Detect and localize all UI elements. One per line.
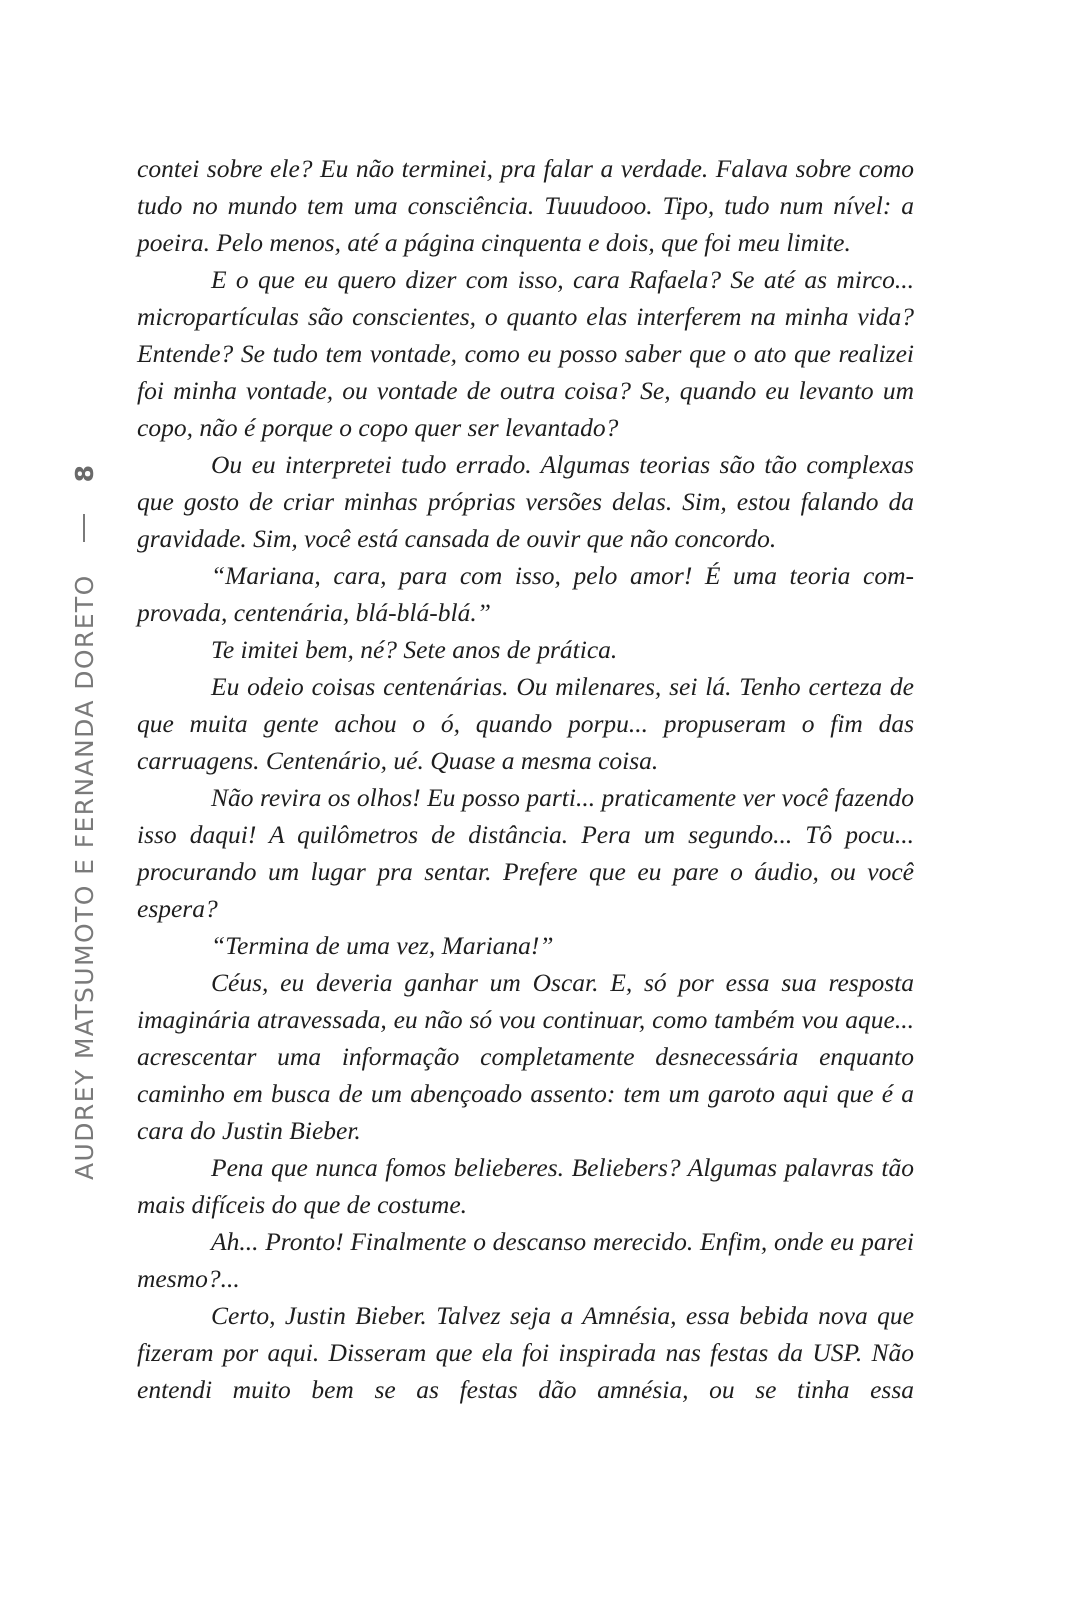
paragraph: Ou eu interpretei tudo errado. Algumas teorias são tão complexas que gosto de criar minhas próprias versões delas. Sim, estou falando da gravidade. Sim, você está cansada de ouvir que não concordo.: [137, 450, 914, 553]
paragraph: Pena que nunca fomos belieberes. Beliebers? Algumas palavras tão mais difíceis do que de costume.: [137, 1153, 914, 1219]
running-header: [66, 420, 102, 1180]
page-number: 8: [69, 463, 99, 483]
body-text: [137, 150, 914, 1408]
paragraph: Certo, Justin Bieber. Talvez seja a Amnésia, essa bebida nova que fizeram por aqui. Disseram que ela foi inspirada nas festas da USP. Não entendi muito bem se as festas dão amnésia, ou se tinha essa: [137, 1301, 914, 1404]
paragraph: Não revira os olhos! Eu posso parti... praticamente ver você fazendo isso daqui! A quilômetros de distância. Pera um segundo... Tô pocu... procurando um lugar pra sentar. Prefere que eu pare o áudio, ou você espera?: [137, 783, 914, 923]
paragraph: “Termina de uma vez, Mariana!”: [211, 931, 554, 960]
running-header-divider: [83, 514, 85, 542]
paragraph: Céus, eu deveria ganhar um Oscar. E, só por essa sua resposta imaginária atravessada, eu não só vou continuar, como também vou aque... acrescentar uma informação completamente desnecessária enquanto caminho em busca de um abençoado assento: tem um garoto aqui que é a cara do Justin Bieber.: [137, 968, 914, 1145]
paragraph: E o que eu quero dizer com isso, cara Rafaela? Se até as mirco... micropartículas são conscientes, o quanto elas interferem na minha vida? Entende? Se tudo tem vontade, como eu posso saber que o ato que realizei foi minha vontade, ou vontade de outra coisa? Se, quando eu levanto um copo, não é porque o copo quer ser levantado?: [137, 265, 914, 442]
running-header-authors: AUDREY MATSUMOTO E FERNANDA DORETO: [69, 574, 99, 1180]
paragraph: Ah... Pronto! Finalmente o descanso merecido. Enfim, onde eu parei mesmo?...: [137, 1227, 914, 1293]
paragraph: Te imitei bem, né? Sete anos de prática.: [211, 635, 618, 664]
paragraph: “Mariana, cara, para com isso, pelo amor! É uma teoria comprovada, centenária, blá-blá-blá.”: [137, 561, 914, 627]
paragraph: contei sobre ele? Eu não terminei, pra falar a verdade. Falava sobre como tudo no mundo tem uma consciência. Tuuudooo. Tipo, tudo num nível: a poeira. Pelo menos, até a página cinquenta e dois, que foi meu limite.: [137, 154, 914, 257]
paragraph: Eu odeio coisas centenárias. Ou milenares, sei lá. Tenho certeza de que muita gente achou o ó, quando porpu... propuseram o fim das carruagens. Centenário, ué. Quase a mesma coisa.: [137, 672, 914, 775]
